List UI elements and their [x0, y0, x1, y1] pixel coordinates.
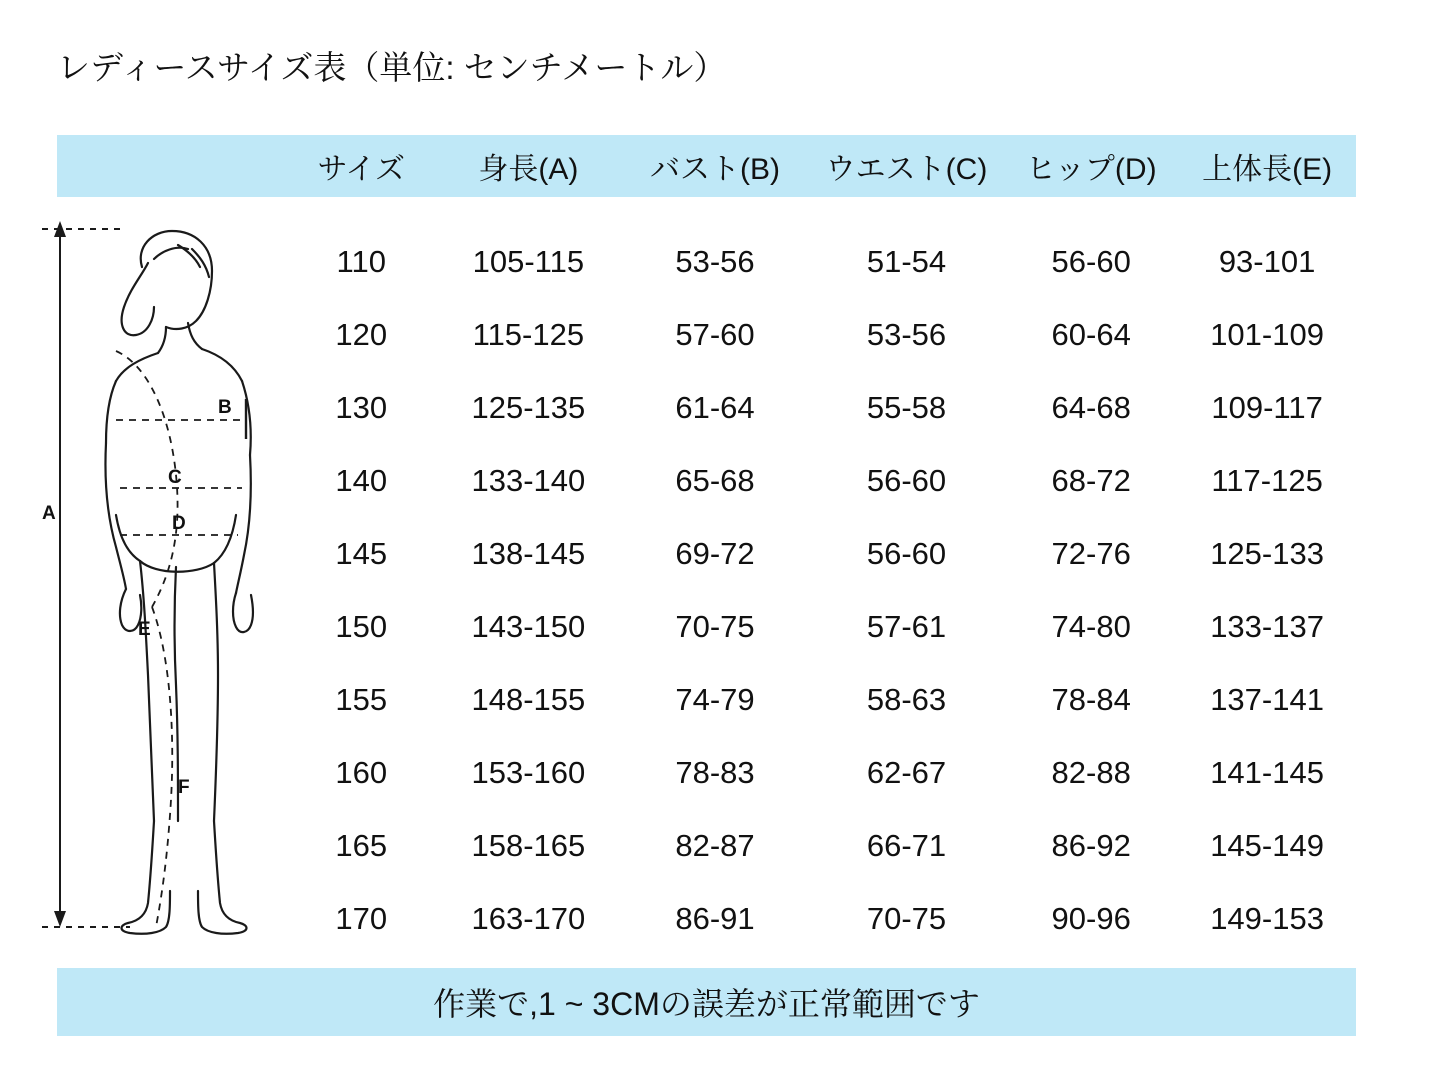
cell-bust: 82-87 [675, 827, 755, 863]
column-header-hip: ヒップ(D) [1025, 153, 1157, 186]
label-b: B [218, 397, 232, 418]
cell-hip: 72-76 [1051, 535, 1131, 571]
cell-waist: 55-58 [866, 389, 947, 425]
cell-height: 153-160 [471, 754, 586, 790]
cell-height: 125-135 [471, 389, 586, 425]
cell-waist: 56-60 [866, 462, 947, 498]
cell-waist: 70-75 [866, 900, 947, 936]
cell-torso: 93-101 [1218, 243, 1316, 279]
table-row [287, 444, 1356, 517]
cell-hip: 64-68 [1051, 389, 1131, 425]
cell-hip: 90-96 [1051, 900, 1131, 936]
cell-hip: 86-92 [1051, 827, 1131, 863]
page-title: レディースサイズ表（単位: センチメートル） [57, 49, 727, 86]
cell-torso: 137-141 [1210, 681, 1324, 717]
cell-hip: 74-80 [1051, 608, 1131, 644]
cell-torso: 149-153 [1210, 900, 1324, 936]
cell-size: 110 [336, 243, 386, 279]
cell-waist: 66-71 [866, 827, 947, 863]
measurement-dashed-lines [116, 351, 246, 927]
column-header-bust: バスト(B) [649, 153, 780, 186]
label-c: C [168, 467, 182, 488]
cell-size: 155 [335, 681, 388, 717]
label-f: F [178, 777, 190, 798]
cell-size: 130 [335, 389, 388, 425]
cell-waist: 57-61 [866, 608, 947, 644]
body-outline [105, 231, 252, 934]
cell-height: 138-145 [471, 535, 586, 571]
cell-waist: 56-60 [866, 535, 947, 571]
cell-size: 140 [335, 462, 388, 498]
cell-torso: 133-137 [1210, 608, 1324, 644]
cell-bust: 78-83 [675, 754, 755, 790]
cell-bust: 57-60 [675, 316, 755, 352]
cell-size: 165 [335, 827, 388, 863]
cell-waist: 62-67 [866, 754, 947, 790]
table-row [287, 590, 1356, 663]
cell-torso: 141-145 [1210, 754, 1324, 790]
table-row [287, 882, 1356, 955]
cell-height: 143-150 [471, 608, 586, 644]
cell-waist: 53-56 [866, 316, 947, 352]
cell-bust: 74-79 [675, 681, 755, 717]
column-header-height: 身長(A) [478, 153, 579, 186]
table-header-row [287, 135, 1356, 197]
cell-torso: 117-125 [1211, 462, 1323, 498]
cell-height: 163-170 [471, 900, 586, 936]
cell-height: 158-165 [471, 827, 586, 863]
cell-height: 115-125 [472, 316, 585, 352]
cell-hip: 56-60 [1051, 243, 1131, 279]
cell-height: 148-155 [471, 681, 586, 717]
column-header-waist: ウエスト(C) [825, 153, 988, 186]
label-e: E [138, 619, 151, 640]
cell-waist: 58-63 [866, 681, 947, 717]
label-d: D [172, 513, 186, 534]
table-row [287, 736, 1356, 809]
cell-height: 133-140 [471, 462, 586, 498]
label-a: A [42, 503, 56, 524]
footer-note-text: 作業で,1 ~ 3CMの誤差が正常範囲です [433, 986, 980, 1022]
table-row [287, 517, 1356, 590]
cell-torso: 101-109 [1210, 316, 1324, 352]
cell-hip: 82-88 [1051, 754, 1131, 790]
height-arrow-a [42, 221, 130, 927]
cell-bust: 70-75 [675, 608, 755, 644]
column-header-size: サイズ [317, 153, 406, 186]
cell-torso: 125-133 [1210, 535, 1324, 571]
cell-waist: 51-54 [866, 243, 947, 279]
cell-bust: 61-64 [675, 389, 755, 425]
cell-size: 120 [335, 316, 388, 352]
cell-bust: 53-56 [675, 243, 755, 279]
footer-note-band [57, 968, 1356, 1036]
column-header-torso: 上体長(E) [1202, 153, 1333, 186]
cell-size: 170 [335, 900, 388, 936]
table-row [287, 663, 1356, 736]
cell-height: 105-115 [472, 243, 585, 279]
cell-bust: 65-68 [675, 462, 755, 498]
cell-hip: 60-64 [1051, 316, 1131, 352]
figure-labels [42, 397, 232, 798]
table-row [287, 809, 1356, 882]
table-row [287, 225, 1356, 298]
cell-bust: 69-72 [675, 535, 755, 571]
cell-bust: 86-91 [675, 900, 755, 936]
cell-torso: 109-117 [1211, 389, 1323, 425]
table-row [287, 371, 1356, 444]
cell-size: 160 [335, 754, 388, 790]
cell-hip: 78-84 [1051, 681, 1131, 717]
cell-size: 150 [335, 608, 388, 644]
cell-torso: 145-149 [1210, 827, 1324, 863]
size-table-body [287, 225, 1356, 955]
measurement-figure [20, 215, 290, 955]
table-row [287, 298, 1356, 371]
cell-size: 145 [335, 535, 388, 571]
cell-hip: 68-72 [1051, 462, 1131, 498]
